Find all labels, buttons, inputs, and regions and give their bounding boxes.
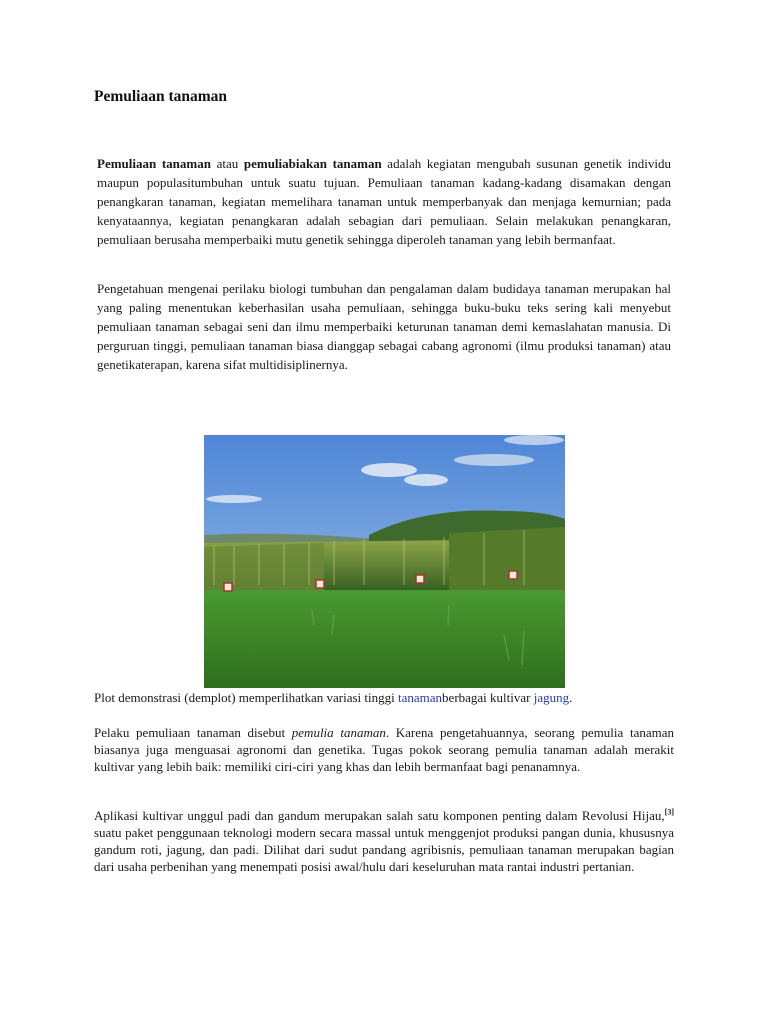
term-pemuliabiakan: pemuliabiakan tanaman bbox=[243, 156, 382, 171]
citation-3[interactable]: [3] bbox=[664, 807, 674, 817]
page-title: Pemuliaan tanaman bbox=[94, 88, 228, 105]
text: . Karena pengetahuannya, seorang pemulia tanaman biasanya juga menguasai agronomi dan genetika. Tugas pokok seorang pemulia tanaman adalah merakit kultivar yang lebih baik: memiliki ciri-ciri yang khas dan lebih bermanfaat bagi penanamnya. bbox=[94, 725, 674, 774]
text: berbagai kultivar bbox=[442, 690, 534, 705]
text: atau bbox=[210, 156, 244, 171]
text: Pelaku pemuliaan tanaman disebut bbox=[94, 725, 292, 740]
term-pemuliaan: Pemuliaan tanaman bbox=[97, 156, 211, 171]
text: suatu paket penggunaan teknologi modern secara massal untuk menggenjot produksi pangan dunia, khususnya gandum roti, jagung, dan padi. Dilihat dari sudut pandang agribisnis, pemuliaan tanaman merupakan bagian dari usaha perbenihan yang menempati posisi awal/hulu dari keseluruhan mata rantai industri pertanian. bbox=[94, 825, 674, 874]
text: . bbox=[569, 690, 573, 705]
text: adalah kegiatan mengubah susunan genetik individu maupun populasitumbuhan untuk suatu tujuan. Pemuliaan tanaman kadang-kadang disamakan dengan penangkaran tanaman, kegiatan memelihara tanaman untuk memperbanyak dan menjaga kemurnian; pada kenyataannya, kegiatan penangkaran adalah sebagian dari pemuliaan. Selain melakukan penangkaran, pemuliaan berusaha memperbaiki mutu genetik sehingga diperoleh tanaman yang lebih bermanfaat. bbox=[97, 156, 671, 247]
term-pemulia-tanaman: pemulia tanaman bbox=[291, 725, 386, 740]
paragraph-application bbox=[94, 807, 674, 875]
link-tanaman[interactable]: tanaman bbox=[398, 690, 443, 705]
text: Plot demonstrasi (demplot) memperlihatkan variasi tinggi bbox=[94, 690, 398, 705]
paragraph-knowledge: Pengetahuan mengenai perilaku biologi tumbuhan dan pengalaman dalam budidaya tanaman merupakan hal yang paling menentukan keberhasilan usaha pemuliaan, sehingga buku-buku teks sering kali menyebut pemuliaan tanaman sebagai seni dan ilmu memperbaiki keturunan tanaman demi kemaslahatan manusia. Di perguruan tinggi, pemuliaan tanaman biasa dianggap sebagai cabang agronomi (ilmu produksi tanaman) atau genetikaterapan, karena sifat multidisiplinernya. bbox=[97, 281, 671, 372]
image-caption bbox=[94, 689, 572, 707]
corn-field-photo bbox=[204, 435, 565, 688]
paragraph-breeder bbox=[94, 724, 674, 775]
paragraph-intro bbox=[97, 154, 671, 249]
text: Aplikasi kultivar unggul padi dan gandum merupakan salah satu komponen penting dalam Revolusi Hijau, bbox=[94, 808, 665, 823]
link-jagung[interactable]: jagung bbox=[533, 690, 570, 705]
